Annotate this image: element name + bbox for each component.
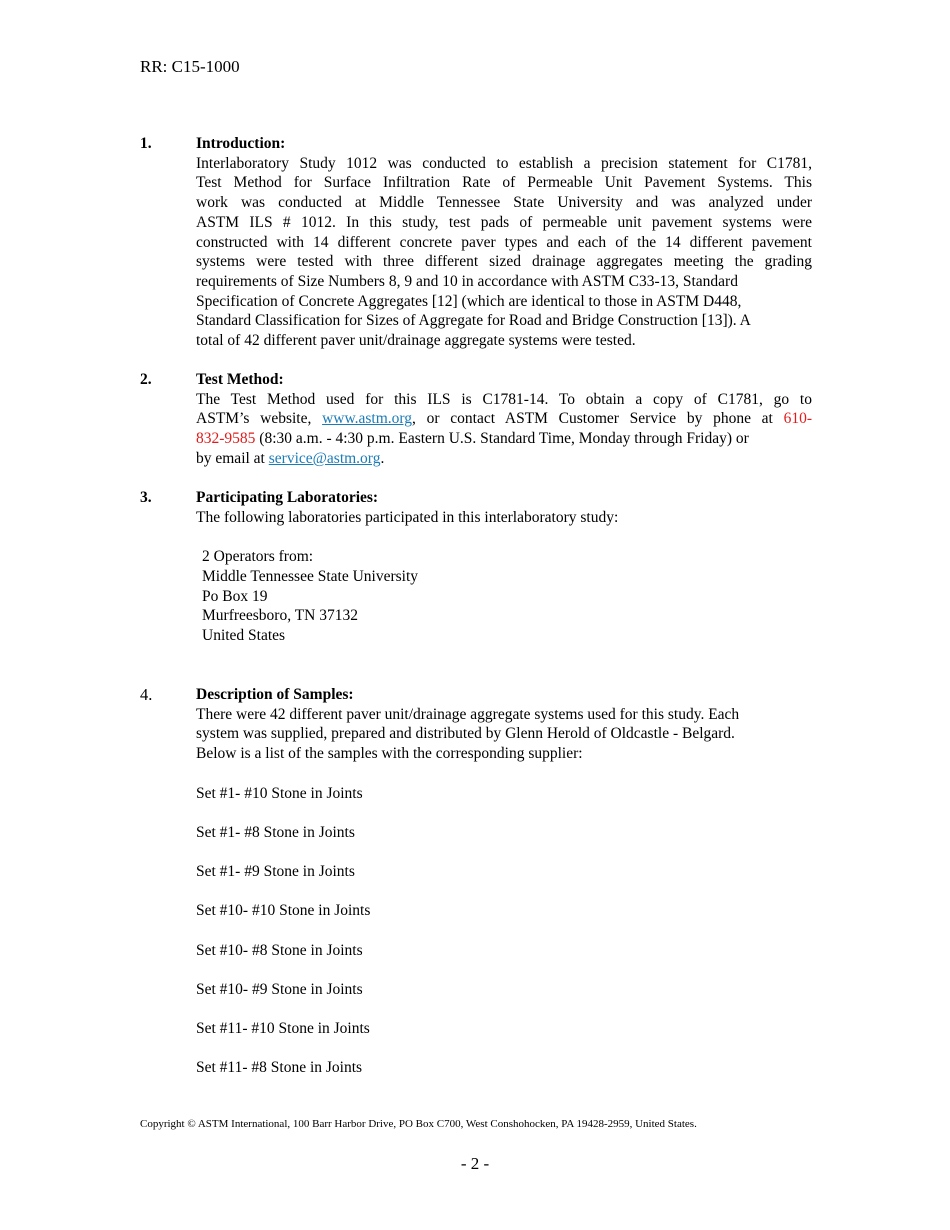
text-span: by email at bbox=[196, 449, 269, 467]
paragraph-line: The Test Method used for this ILS is C1781-14. To obtain a copy of C1781, go to bbox=[196, 390, 812, 408]
paragraph-line: system was supplied, prepared and distributed by Glenn Herold of Oldcastle - Belgard. bbox=[196, 725, 735, 743]
section-title: Description of Samples: bbox=[196, 686, 354, 703]
paragraph-line: work was conducted at Middle Tennessee State University and was analyzed under bbox=[196, 194, 812, 212]
paragraph-line bbox=[196, 449, 812, 469]
paragraph-line: Test Method for Surface Infiltration Rate of Permeable Unit Pavement Systems. This bbox=[196, 174, 812, 192]
paragraph-line bbox=[196, 429, 812, 449]
list-item: Set #10- #9 Stone in Joints bbox=[196, 980, 363, 998]
paragraph-line: ASTM ILS # 1012. In this study, test pads of permeable unit pavement systems were bbox=[196, 213, 812, 231]
section-title: Test Method: bbox=[196, 371, 284, 388]
paragraph-line: total of 42 different paver unit/drainage aggregate systems were tested. bbox=[196, 332, 636, 350]
list-item: Set #1- #8 Stone in Joints bbox=[196, 823, 355, 841]
paragraph-line: There were 42 different paver unit/drainage aggregate systems used for this study. Each bbox=[196, 705, 740, 723]
paragraph-line: constructed with 14 different concrete paver types and each of the 14 different pavement bbox=[196, 233, 812, 251]
page-number: - 2 - bbox=[460, 1154, 490, 1173]
section-number: 2. bbox=[140, 371, 152, 388]
section-description-of-samples bbox=[140, 685, 812, 1098]
section-participating-laboratories bbox=[140, 488, 812, 646]
section-test-method bbox=[140, 370, 812, 469]
text-span: . bbox=[380, 449, 385, 467]
paragraph-line: requirements of Size Numbers 8, 9 and 10 in accordance with ASTM C33-13, Standard bbox=[196, 272, 738, 290]
copyright-notice: Copyright © ASTM International, 100 Barr Harbor Drive, PO Box C700, West Conshohocken, PA 19428-2959, United States. bbox=[140, 1118, 697, 1130]
text-span: , or contact ASTM Customer Service by phone at bbox=[412, 410, 784, 428]
list-item: Set #1- #9 Stone in Joints bbox=[196, 863, 355, 881]
list-item: Set #11- #8 Stone in Joints bbox=[196, 1059, 363, 1077]
list-item: Set #11- #10 Stone in Joints bbox=[196, 1020, 370, 1038]
text-span: ASTM’s website, bbox=[196, 410, 323, 428]
section-introduction bbox=[140, 134, 812, 351]
address-line: Murfreesboro, TN 37132 bbox=[202, 607, 358, 625]
address-line: Middle Tennessee State University bbox=[202, 567, 419, 585]
paragraph-line: Specification of Concrete Aggregates [12] (which are identical to those in ASTM D448, bbox=[196, 292, 742, 310]
paragraph-line bbox=[196, 409, 812, 429]
text-span: (8:30 a.m. - 4:30 p.m. Eastern U.S. Standard Time, Monday through Friday) or bbox=[255, 430, 749, 448]
section-number: 4. bbox=[140, 685, 153, 704]
sample-list bbox=[196, 784, 812, 1079]
paragraph-line: Interlaboratory Study 1012 was conducted to establish a precision statement for C1781, bbox=[196, 154, 812, 172]
paragraph-line: Below is a list of the samples with the corresponding supplier: bbox=[196, 745, 583, 763]
introduction-paragraph bbox=[196, 154, 812, 351]
phone-number-part: 610- bbox=[783, 410, 812, 428]
email-link[interactable]: service@astm.org bbox=[268, 449, 381, 467]
address-line: 2 Operators from: bbox=[202, 548, 314, 566]
paragraph-line: Standard Classification for Sizes of Aggregate for Road and Bridge Construction [13]). A bbox=[196, 312, 751, 330]
samples-intro bbox=[196, 705, 812, 764]
list-item: Set #10- #8 Stone in Joints bbox=[196, 941, 363, 959]
section-title: Participating Laboratories: bbox=[196, 489, 379, 506]
list-item: Set #10- #10 Stone in Joints bbox=[196, 902, 371, 920]
section-number: 1. bbox=[140, 135, 152, 152]
laboratories-intro: The following laboratories participated in this interlaboratory study: bbox=[196, 508, 619, 526]
astm-website-link[interactable]: www.astm.org bbox=[322, 410, 413, 428]
section-number: 3. bbox=[140, 489, 152, 506]
paragraph-line: systems were tested with three different sized drainage aggregates meeting the grading bbox=[196, 253, 812, 271]
section-title: Introduction: bbox=[196, 135, 286, 152]
test-method-paragraph bbox=[196, 390, 812, 469]
address-line: Po Box 19 bbox=[202, 587, 268, 605]
phone-number-part: 832-9585 bbox=[196, 430, 256, 448]
document-id: RR: C15-1000 bbox=[140, 57, 240, 76]
laboratory-address bbox=[202, 547, 812, 646]
address-line: United States bbox=[202, 626, 286, 644]
list-item: Set #1- #10 Stone in Joints bbox=[196, 784, 363, 802]
